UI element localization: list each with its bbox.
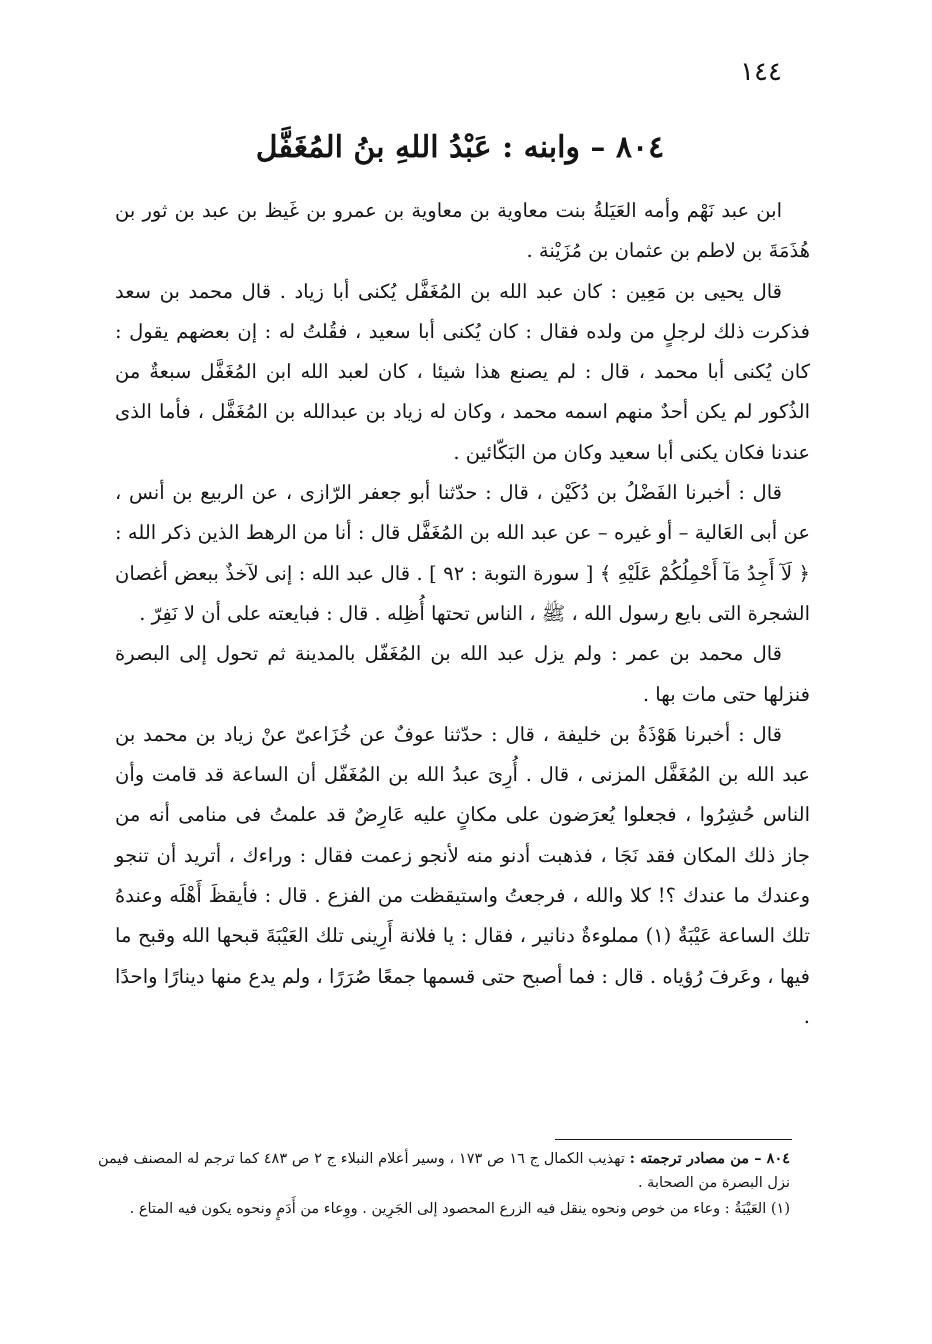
paragraph-tree-pledge: قال : أخبرنا الفَضْلُ بن دُكَيْن ، قال : حدّثنا أبو جعفر الرّازى ، عن الربيع بن أنس ، عن أبى العَالية – أو غيره – عن عبد الله بن المُغَفَّل قال : أنا من الرهط الذين ذكر الله : ﴿ لَآ أَجِدُ مَآ أَحْمِلُكُمْ عَلَيْهِ ﴾ [ سورة التوبة : ٩٢ ] . قال عبد الله : إنى لآخذٌ ببعض أغصان الشجرة التى بايع رسول الله ، ﷺ ، الناس تحتها أُظِله . قال : فبايعته على أن لا نَفِرّ . bbox=[115, 481, 810, 625]
biography-body bbox=[115, 191, 810, 1037]
paragraph-basra: قال محمد بن عمر : ولم يزل عبد الله بن المُغَفّل بالمدينة ثم تحول إلى البصرة فنزلها حتى مات بها . bbox=[115, 642, 810, 706]
footnote-divider bbox=[555, 1139, 792, 1140]
footnote-sources: ٨٠٤ – من مصادر ترجمته : تهذيب الكمال ج ١٦ ص ١٧٣ ، وسير أعلام النبلاء ج ٢ ص ٤٨٣ كما ترجم له المصنف فيمن نزل البصرة من الصحابة . bbox=[98, 1150, 791, 1191]
paragraph-kunya: قال يحيى بن مَعِين : كان عبد الله بن المُغَفَّل يُكنى أبا زياد . قال محمد بن سعد فذكرت ذلك لرجلٍ من ولده فقال : كان يُكنى أبا سعيد ، فقُلتُ له : إن بعضهم يقول : كان يُكنى أبا محمد ، قال : لم يصنع هذا شيئا ، كان لعبد الله ابن المُغَفَّل سبعةٌ من الذُكور لم يكن أحدٌ منهم اسمه محمد ، وكان له زياد بن عبدالله بن المُغَفَّل ، فأما الذى عندنا فكان يكنى أبا سعيد وكان من البَكّائين . bbox=[115, 279, 810, 464]
paragraph-dream: قال : أخبرنا هَوْذَةُ بن خليفة ، قال : حدّثنا عوفٌ عن خُزَاعىّ عنْ زياد بن محمد بن عبد الله بن المُغَفَّل المزنى ، قال . أُرِىَ عبدُ الله بن المُغَفّل أن الساعة قد قامت وأن الناس حُشِرُوا ، فجعلوا يُعرَضون على مكانٍ عليه عَارِضٌ قد علمتُ فى منامى أنه من جاز ذلك المكان فقد نَجَا ، فذهبت أدنو منه لأنجو زعمت فقال : وراءك ، أتريد أن تنجو وعندك ما عندك ؟! كلا والله ، فرجعتُ واستيقظت من الفزع . قال : فأيقظَ أَهْلَه وعندهُ تلك الساعة عَيْبَةٌ (١) مملوءةٌ دنانير ، فقال : يا فلانة أَرِينى تلك العَيْبَةَ قبحها الله وقبح ما فيها ، وعَرفَ رُؤياه . قال : فما أصبح حتى قسمها جمعًا صُرَرًا ، ولم يدع منها دينارًا واحدًا . bbox=[115, 722, 810, 1028]
paragraph-lineage: ابن عبد نَهْم وأمه العَيَلةُ بنت معاوية بن معاوية بن عمرو بن غَيظ بن عبد بن ثور بن هُذَمَةَ بن لاطم بن عثمان بن مُزَيْنة . bbox=[115, 199, 810, 263]
footnote-1: (١) العَيْبَةُ : وعاء من خوص ونحوه ينقل فيه الزرع المحصود إلى الجَرِين . ووِعاء من أَدَمٍ ونحوه يكون فيه المتاع . bbox=[129, 1201, 790, 1217]
entry-title: ٨٠٤ – وابنه : عَبْدُ اللهِ بنُ المُغَفَّل bbox=[255, 130, 665, 165]
footnotes bbox=[98, 1147, 790, 1225]
page-number: ١٤٤ bbox=[740, 57, 782, 87]
